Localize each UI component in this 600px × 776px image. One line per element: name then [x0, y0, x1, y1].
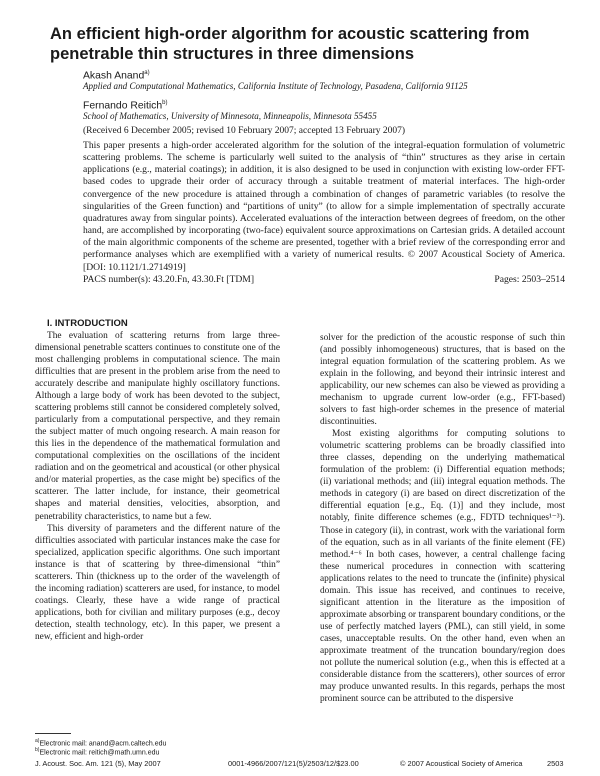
paper-title: An efficient high-order algorithm for acoustic scattering from penetrable thin structures in three dimensions: [50, 25, 530, 63]
footnote: $^{b)}$Electronic mail: reitich@math.umn.edu: [35, 747, 160, 757]
received-dates: (Received 6 December 2005; revised 10 February 2007; accepted 13 February 2007): [83, 126, 406, 136]
footnote-mark: b): [162, 100, 168, 106]
body-paragraph: This diversity of parameters and the different nature of the difficulties associated with particular instances make the case for specialized, application specific algorithms. One such important instance is that of scattering by three-dimensional “thin” scatterers. Thin (thickness up to the order of the wavelength of the incoming radiation) scatterers are used, for instance, to model coatings. Clearly, these have a wide range of practical applications, both for civilian and military purposes (e.g., decoy detection, stealth technology, etc). In this paper, we present a new, efficient and high-order: [35, 523, 280, 642]
abstract: This paper presents a high-order accelerated algorithm for the solution of the integral-equation formulation of volumetric scattering problems. The scheme is particularly well suited to the analysis of “thin” structures as they arise in certain applications (e.g., material coatings); in addition, it is also designed to be used in conjunction with existing low-order FFT-based codes to upgrade their order of accuracy through a suitable treatment of material interfaces. The high-order convergence of the new procedure is attained through a combination of changes of parametric variables (to resolve the singularities of the Green function) and “partitions of unity” (to allow for a simple implementation of spectrally accurate quadratures away from singular points). Accelerated evaluations of the interaction between degrees of freedom, on the other hand, are accomplished by incorporating (two-face) equivalent source approximations on Cartesian grids. A detailed account of the main algorithmic components of the scheme are presented, together with a brief review of the corresponding error and performance analyses which are exemplified with a variety of numerical results. © 2007 Acoustical Society of America. [DOI: 10.1121/1.2714919]: [83, 140, 565, 273]
right-column: [320, 332, 565, 705]
body-paragraph: The evaluation of scattering returns from large three-dimensional penetrable scatters continues to constitute one of the most challenging problems in computational science. The main difficulties that are present in the problem arise from the need to accurately describe and manipulate highly oscillatory functions. Although a large body of work has been devoted to the subject, scattering problems still cannot be considered completely solved, particularly from a computational perspective, and they remain the subject matter of much ongoing research. A main reason for this lies in the dependence of the mathematical formulation and computational complexities on the oscillations of the incident radiation and on the geometrical and acoustical (or other physical and/or material properties, as the case might be) specifics of the scatterer. The latter include, for instance, their geometrical shapes and material densities, velocities, absorption, and penetrability characteristics, to name but a few.: [35, 331, 280, 522]
pacs-numbers: PACS number(s): 43.20.Fn, 43.30.Ft [TDM]: [83, 274, 255, 285]
author-name: Akash Anand$^{a)}$: [83, 70, 150, 82]
footer-code: 0001-4966/2007/121(5)/2503/12/$23.00: [228, 759, 359, 768]
body-paragraph: Most existing algorithms for computing solutions to volumetric scattering problems can be broadly classified into three classes, depending on the underlying mathematical formulation of the problem: (i) Differential equation methods; (ii) variational methods; and (iii) integral equation methods. The methods in category (i) are based on direct discretization of the differential equation [e.g., Eq. (1)] and they include, most notably, finite difference schemes (e.g., FDTD techniques¹⁻³). Those in category (ii), in contrast, work with the variational form of the equation, such as in all variants of the finite element (FE) method.⁴⁻⁶ In both cases, however, a central challenge facing these numerical procedures in connection with scattering applications relates to the need to truncate the (infinite) physical domain. This issue has received, and continues to receive, significant attention in the literature as the imposition of approximate absorbing or transparent boundary conditions, or the use of perfectly matched layers (PML), can still yield, in some cases, unacceptable results. On the other hand, even when an approximate treatment of the truncation boundary/region does not pollute the numerical solution (e.g., when this is effected at a considerable distance from the scatterers), other sources of error may produce unwanted results. In this regards, perhaps the most prominent source can be attributed to the dispersive: [320, 429, 565, 704]
page-number: 2503: [547, 759, 564, 768]
author-name: Fernando Reitich$^{b)}$: [83, 100, 168, 112]
page-range: Pages: 2503–2514: [494, 274, 565, 285]
footnote: $^{a)}$Electronic mail: anand@acm.caltech.edu: [35, 738, 167, 748]
section-heading: I. INTRODUCTION: [47, 318, 128, 329]
author-affiliation: School of Mathematics, University of Minnesota, Minneapolis, Minnesota 55455: [83, 111, 377, 121]
pacs-row: [83, 274, 565, 286]
author-affiliation: Applied and Computational Mathematics, California Institute of Technology, Pasadena, California 91125: [83, 81, 468, 91]
footer-copyright: © 2007 Acoustical Society of America: [400, 759, 523, 768]
footnote-mark: a): [144, 70, 150, 76]
left-column: [35, 318, 280, 643]
footnote-rule: [35, 733, 71, 734]
body-paragraph: solver for the prediction of the acoustic response of such thin (and possibly inhomogeneous) structures, that is based on the integral equation formulation of the scattering problem. As we explain in the following, and beyond their intrinsic interest and applicability, our new schemes can also be viewed as providing a mechanism to upgrade current low-order (e.g., FFT-based) solvers to fast high-order schemes in the presence of material discontinuities.: [320, 333, 565, 428]
footer-journal: J. Acoust. Soc. Am. 121 (5), May 2007: [35, 759, 161, 768]
